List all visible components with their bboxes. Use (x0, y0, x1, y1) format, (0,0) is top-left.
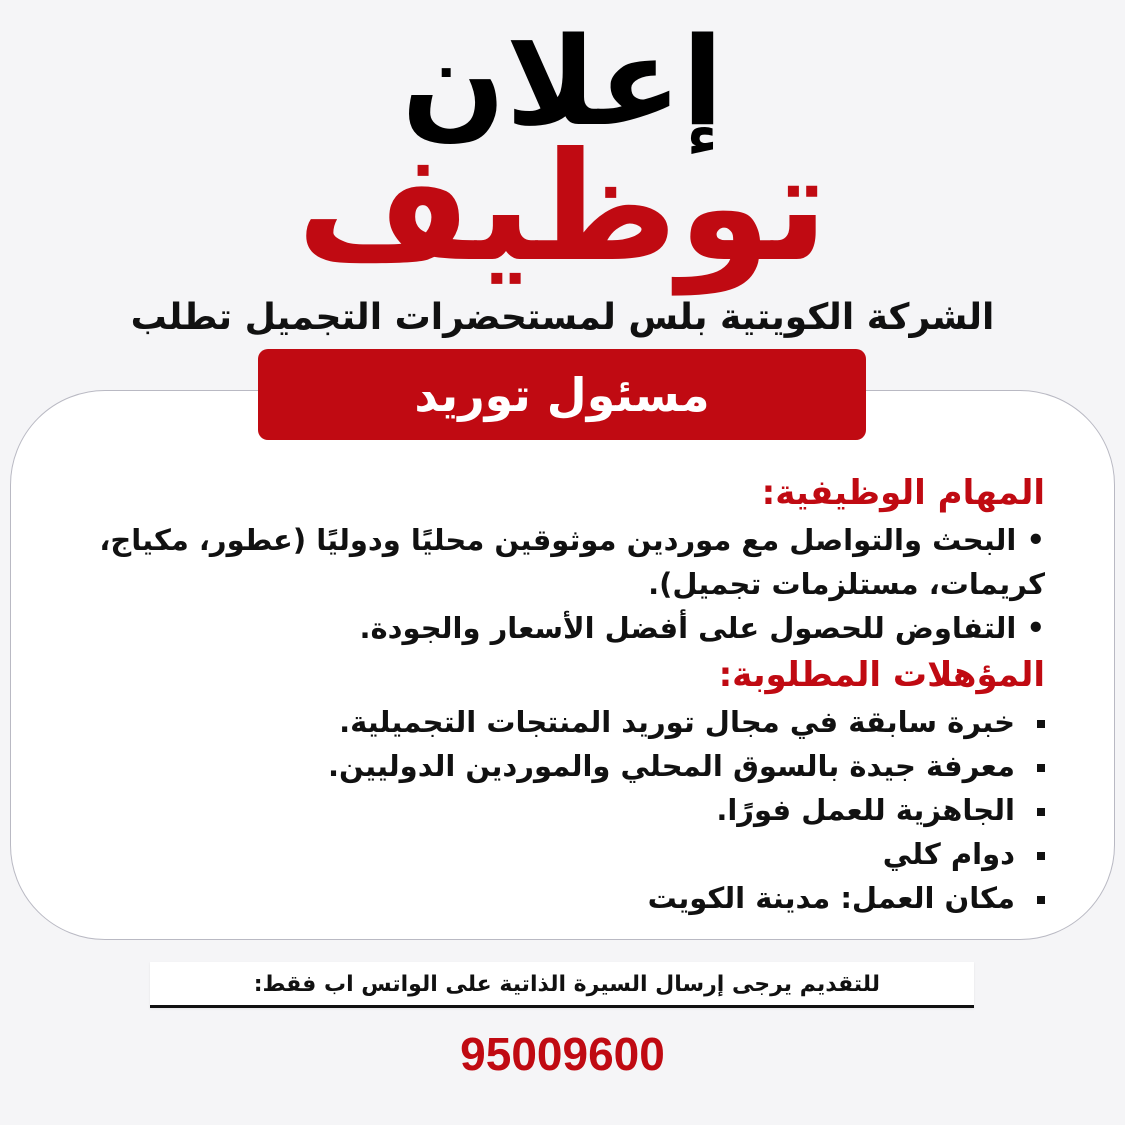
list-item (80, 744, 1045, 788)
company-subtitle: الشركة الكويتية بلس لمستحضرات التجميل تطلب (130, 297, 995, 338)
square-bullet-icon (1037, 896, 1045, 904)
task-item-2: • التفاوض للحصول على أفضل الأسعار والجودة. (359, 611, 1045, 645)
list-item (80, 788, 1045, 832)
title-hiring: توظيف (296, 121, 829, 295)
qualification-text: الجاهزية للعمل فورًا. (716, 793, 1015, 827)
task-item-1-cont: كريمات، مستلزمات تجميل). (648, 567, 1045, 601)
task-item-1: • البحث والتواصل مع موردين موثوقين محليًا ودوليًا (عطور، مكياج، (99, 523, 1045, 557)
list-item (80, 876, 1045, 920)
square-bullet-icon (1037, 720, 1045, 728)
job-title-label: مسئول توريد (414, 367, 710, 422)
qualification-text: معرفة جيدة بالسوق المحلي والموردين الدوليين. (328, 749, 1015, 783)
job-details (80, 468, 1045, 920)
apply-instructions: للتقديم يرجى إرسال السيرة الذاتية على الواتس اب فقط: (150, 962, 974, 1008)
tasks-heading: المهام الوظيفية: (761, 473, 1045, 513)
qualifications-heading: المؤهلات المطلوبة: (718, 655, 1045, 695)
job-title-banner (258, 349, 866, 440)
qualifications-list (80, 700, 1045, 920)
square-bullet-icon (1037, 764, 1045, 772)
title-announcement: إعلان (401, 11, 724, 153)
qualification-text: مكان العمل: مدينة الكويت (647, 881, 1015, 915)
list-item (80, 700, 1045, 744)
contact-phone[interactable]: 95009600 (460, 1028, 665, 1080)
square-bullet-icon (1037, 808, 1045, 816)
qualification-text: خبرة سابقة في مجال توريد المنتجات التجميلية. (339, 705, 1015, 739)
qualification-text: دوام كلي (882, 837, 1015, 871)
list-item (80, 832, 1045, 876)
square-bullet-icon (1037, 852, 1045, 860)
